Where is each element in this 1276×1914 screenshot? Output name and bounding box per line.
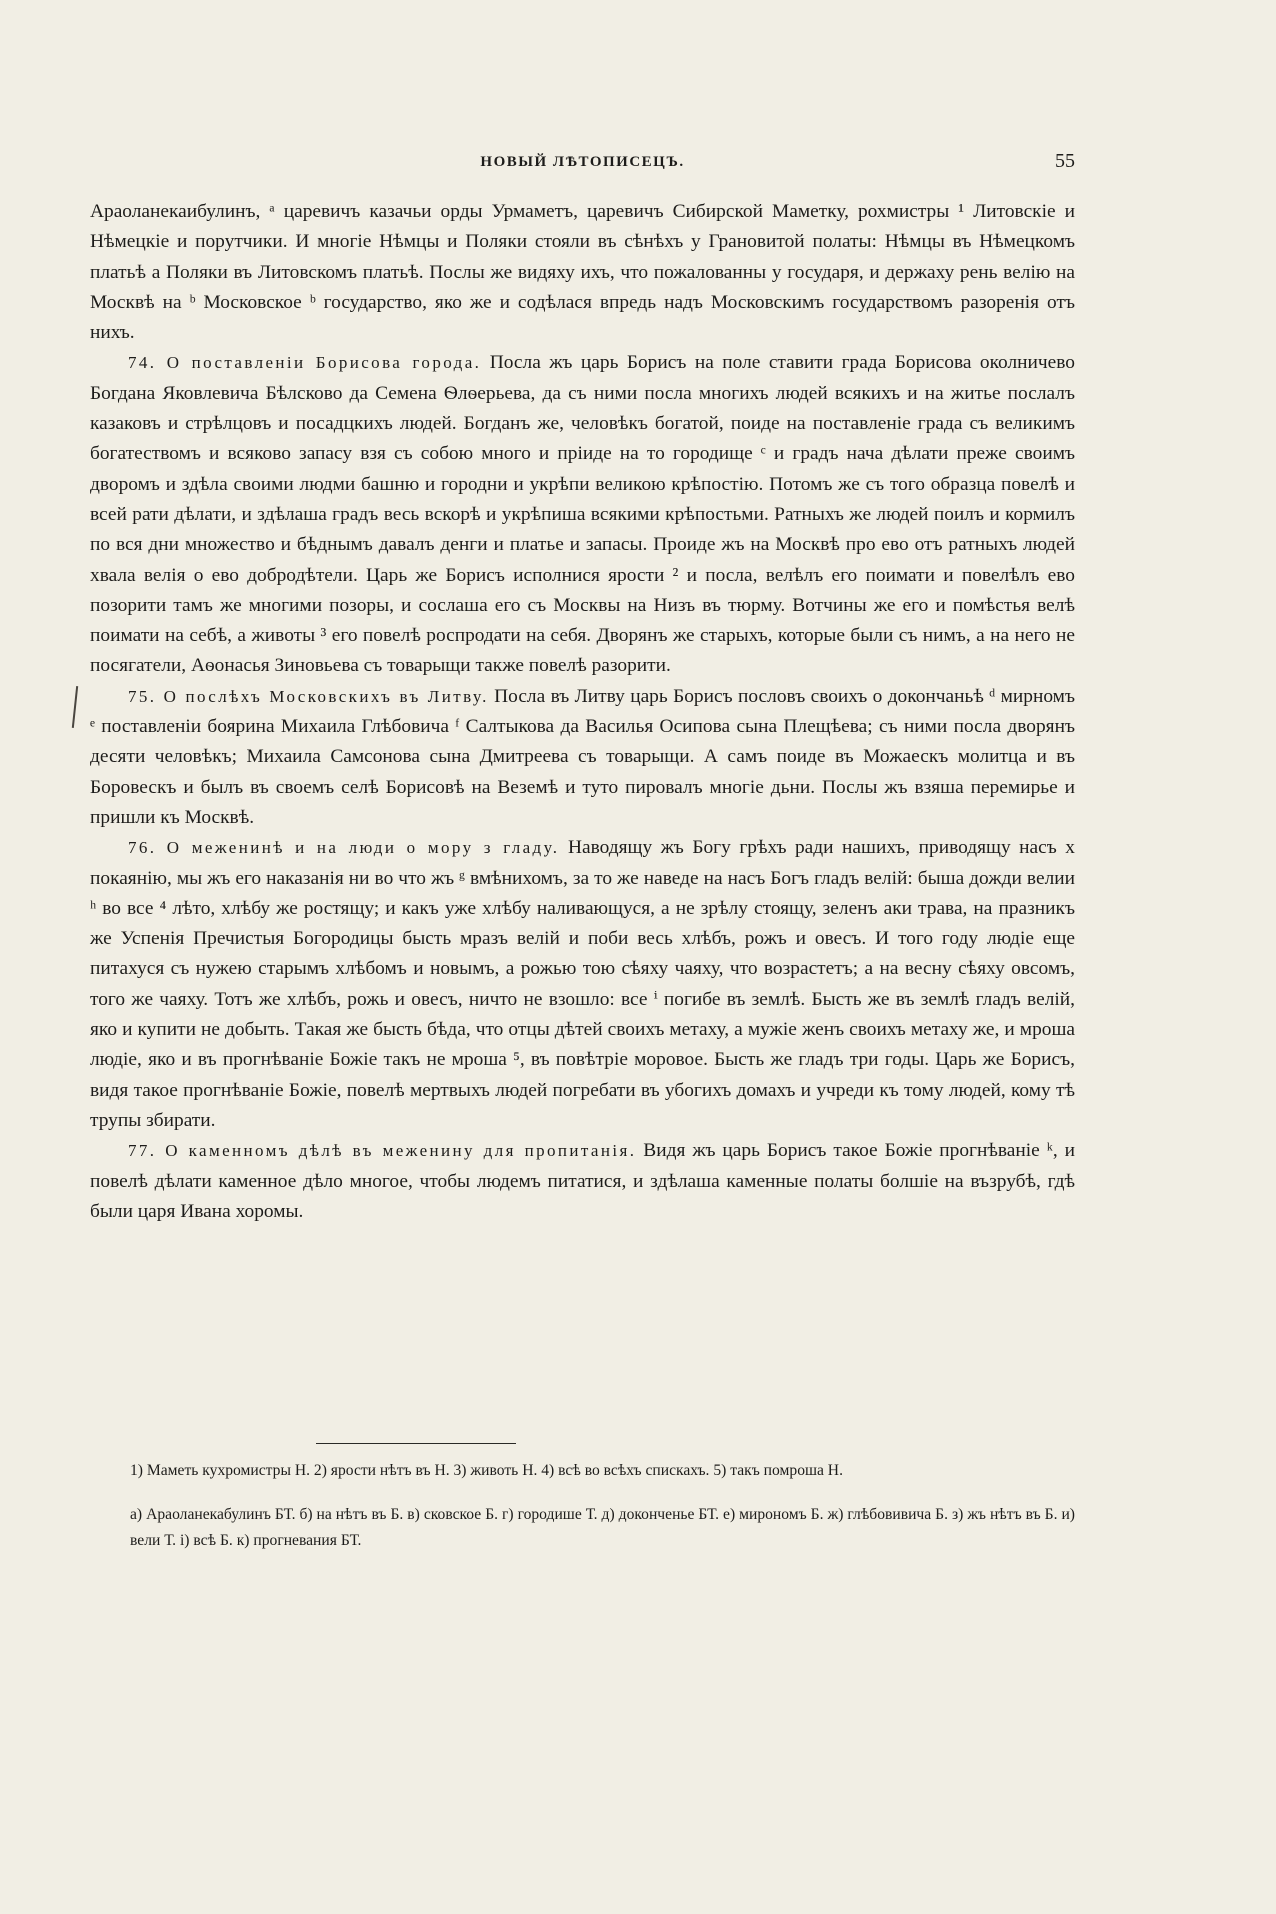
- margin-pencil-mark: [72, 686, 78, 728]
- section-heading: 75. О послѣхъ Московскихъ въ Литву.: [128, 686, 489, 706]
- footnotes: [130, 1458, 1075, 1554]
- section-74: [90, 348, 1075, 681]
- paragraph-continuation: [90, 197, 1075, 348]
- running-title: НОВЫЙ ЛѢТОПИСЕЦЪ.: [480, 154, 685, 170]
- paragraph-text: Араоланекаибулинъ, ᵃ царевичъ казачьи орды Урмаметъ, царевичъ Сибирской Маметку, рохмистры ¹ Литовскіе и Нѣмецкіе и порутчики. И многіе Нѣмцы и Поляки стояли въ сѣнѣхъ у Грановитой полаты: Нѣмцы въ Нѣмецкомъ платьѣ а Поляки въ Литовскомъ платьѣ. Послы же видяху ихъ, что пожалованны у государя, и держаху рень велію на Москвѣ на ᵇ Московское ᵇ государство, яко же и содѣлася впредь надъ Московскимъ государствомъ разоренія отъ нихъ.: [90, 201, 1075, 344]
- paragraph-text: Наводящу жъ Богу грѣхъ ради нашихъ, приводящу насъ х покаянію, мы жъ его наказанія ни во что жъ ᵍ вмѣнихомъ, за то же наведе на насъ Богъ гладъ велій: быша дожди велии ʰ во все ⁴ лѣто, хлѣбу же ростящу; и какъ уже хлѣбу наливающуся, а не зрѣлу стоящу, зеленъ аки трава, на празникъ же Успенія Пречистыя Богородицы бысть мразъ велій и поби весь хлѣбъ, рожъ и овесъ. И того году людіе еще питахуся съ нужею старымъ хлѣбомъ и новымъ, а рожью тою сѣяху чаяху, что возрастетъ; а на весну сѣяху овсомъ, того же чаяху. Тотъ же хлѣбъ, рожь и овесъ, ничто не взошло: все ⁱ погибе въ землѣ. Бысть же въ землѣ гладъ велій, яко и купити не добыть. Такая же бысть бѣда, что отцы дѣтей своихъ метаху, а мужіе женъ своихъ метаху же, и мроша людіе, яко и въ прогнѣваніе Божіе такъ не мроша ⁵, въ повѣтріе моровое. Бысть же гладъ три годы. Царь же Борисъ, видя такое прогнѣваніе Божіе, повелѣ мертвыхъ людей погребати въ убогихъ домахъ и учреди къ тому людей, кому тѣ трупы збирати.: [90, 837, 1075, 1131]
- numbered-footnotes: 1) Маметь кухромистры Н. 2) ярости нѣтъ въ Н. 3) животь Н. 4) всѣ во всѣхъ спискахъ. 5) такъ помроша Н.: [130, 1462, 843, 1479]
- paragraph-text: Посла въ Литву царь Борисъ пословъ своихъ о докончаньѣ ᵈ мирномъ ᵉ поставленіи боярина Михаила Глѣбовича ᶠ Салтыкова да Василья Осипова сына Плещѣева; съ ними посла дворянъ десяти человѣкъ; Михаила Самсонова сына Дмитреева съ товарыщи. А самъ поиде въ Можаескъ молитца и въ Боровескъ и былъ въ своемъ селѣ Борисовѣ на Веземѣ и туто пировалъ многіе дьни. Послы жъ взяша перемирье и пришли къ Москвѣ.: [90, 685, 1075, 828]
- paragraph-text: Посла жъ царь Борисъ на поле ставити града Борисова околничево Богдана Яковлевича Бѣлсково да Семена Ѳлѳерьева, да съ ними посла многихъ людей всякихъ и на житье послалъ казаковъ и стрѣлцовъ и посадцкихъ людей. Богданъ же, человѣкъ богатой, поиде на поставленіе града съ великимъ богатествомъ и всяково запасу взя съ собою много и пріиде на то городище ᶜ и градъ нача дѣлати преже своимъ дворомъ и здѣла своими людми башню и городни и укрѣпи великою крѣпостію. Потомъ же съ того образца повелѣ и всей рати дѣлати, и здѣлаша градъ весь вскорѣ и укрѣпиша всякими крѣпостьми. Ратныхъ же людей поилъ и кормилъ по вся дни множество и бѣднымъ давалъ денги и платье и запасы. Проиде жъ на Москвѣ про ево отъ ратныхъ людей хвала велія о ево добродѣтели. Царь же Борисъ исполнися ярости ² и посла, велѣлъ его поимати и повелѣлъ ево позорити тамъ же многими позоры, и сослаша его съ Москвы на Низъ въ тюрму. Вотчины же его и помѣстья велѣ поимати на себѣ, а животы ³ его повелѣ роспродати на себя. Дворянъ же старыхъ, которые были съ нимъ, а на него не посягатели, Аѳонасья Зиновьева съ товарыщи также повелѣ разорити.: [90, 352, 1075, 677]
- section-77: [90, 1136, 1075, 1227]
- variant-readings: а) Араоланекабулинъ БТ. б) на нѣтъ въ Б. в) сковское Б. г) городише Т. д) доконченье БТ. е) мирономъ Б. ж) глѣбовивича Б. з) жъ нѣтъ въ Б. и) вели Т. і) всѣ Б. к) прогневания БТ.: [130, 1506, 1075, 1549]
- section-76: [90, 833, 1075, 1136]
- main-text: [90, 197, 1075, 1227]
- section-heading: 77. О каменномъ дѣлѣ въ меженину для пропитанія.: [128, 1141, 637, 1161]
- section-75: [90, 682, 1075, 833]
- footnote-divider: [316, 1443, 516, 1444]
- page-number: 55: [1055, 150, 1075, 172]
- page-header: [90, 150, 1075, 180]
- section-heading: 76. О меженинѣ и на люди о мору з гладу.: [128, 838, 560, 858]
- section-heading: 74. О поставленіи Борисова города.: [128, 353, 482, 373]
- paragraph-text: Видя жъ царь Борисъ такое Божіе прогнѣваніе ᵏ, и повелѣ дѣлати каменное дѣло многое, чтобы людемъ питатися, и здѣлаша каменные полаты болшіе на възрубѣ, гдѣ были царя Ивана хоромы.: [90, 1140, 1075, 1222]
